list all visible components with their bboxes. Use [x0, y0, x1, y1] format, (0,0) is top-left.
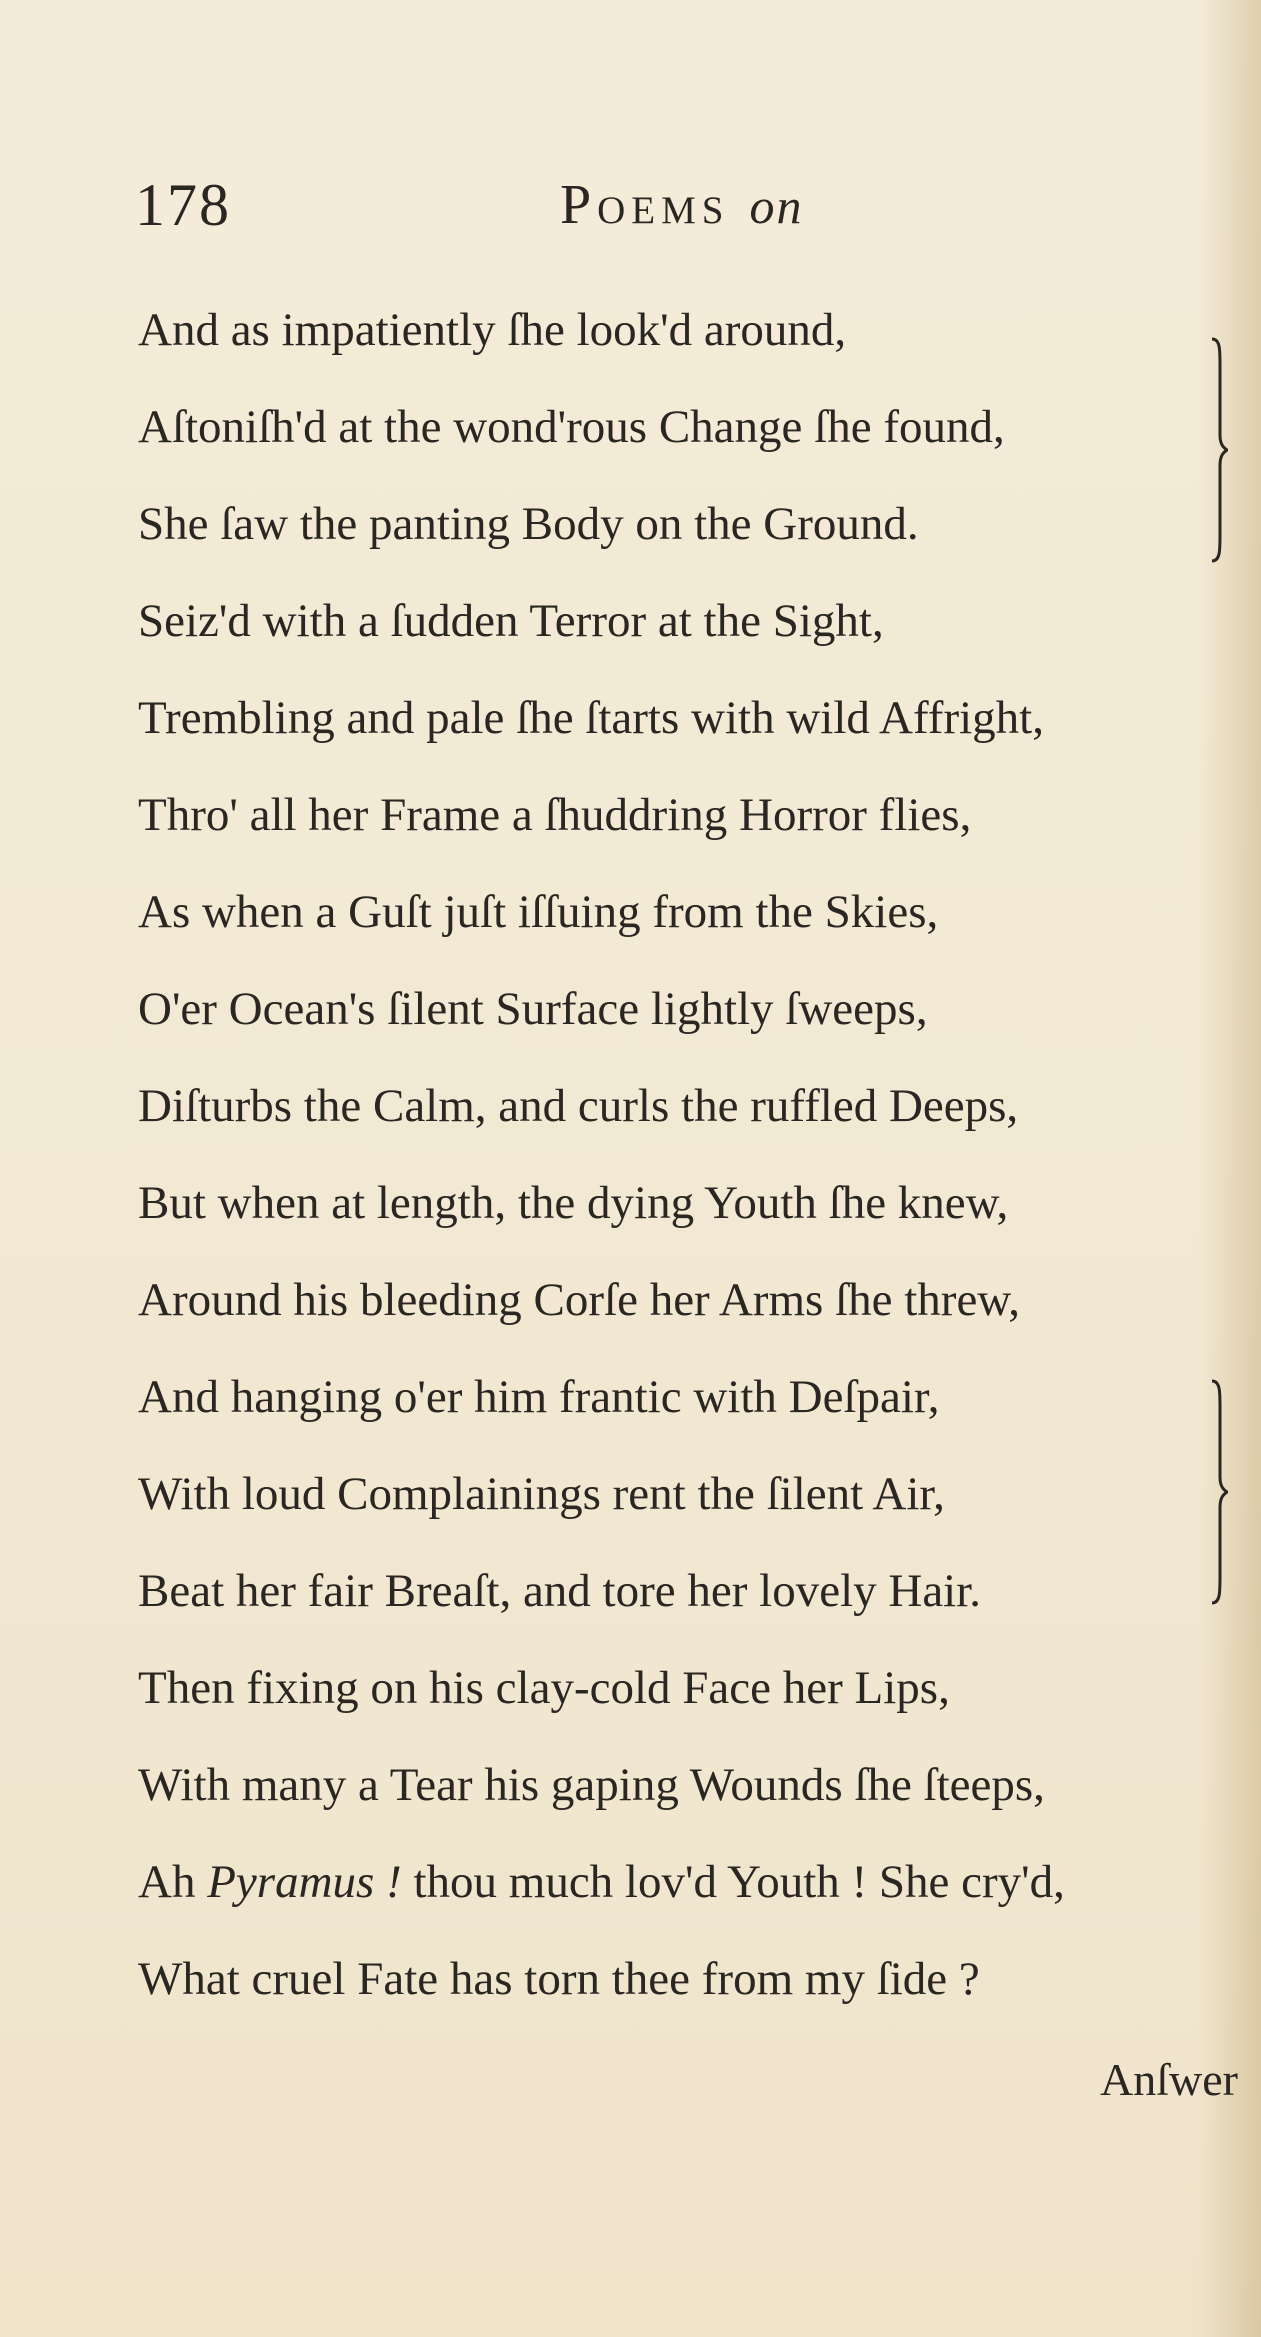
poem-line-3: She ſaw the panting Body on the Ground.: [138, 498, 919, 550]
poem-line-10: But when at length, the dying Youth ſhe knew,: [138, 1177, 1009, 1229]
poem-line-1: And as impatiently ſhe look'd around,: [138, 304, 847, 356]
running-title-italic: on: [749, 178, 804, 234]
poem-line-12: And hanging o'er him frantic with Deſpair,: [138, 1371, 940, 1423]
poem-line-9: Diſturbs the Calm, and curls the ruffled Deeps,: [138, 1080, 1019, 1132]
triplet-brace-bottom: [1210, 1377, 1228, 1607]
poem-line-18: What cruel Fate has torn thee from my ſide ?: [138, 1953, 980, 2005]
poem-line-17-pre: Ah: [138, 1856, 208, 1908]
poem-line-5: Trembling and pale ſhe ſtarts with wild Affright,: [138, 692, 1044, 744]
catchword: Anſwer: [1100, 2054, 1238, 2105]
poem-line-6: Thro' all her Frame a ſhuddring Horror flies,: [138, 789, 972, 841]
poem-line-13: With loud Complainings rent the ſilent Air,: [138, 1468, 945, 1520]
poem-line-11: Around his bleeding Corſe her Arms ſhe threw,: [138, 1274, 1020, 1326]
poem-line-2: Aſtoniſh'd at the wond'rous Change ſhe found,: [138, 401, 1005, 453]
poem-line-17-post: thou much lov'd Youth ! She cry'd,: [401, 1856, 1065, 1908]
poem-line-16: With many a Tear his gaping Wounds ſhe ſteeps,: [138, 1759, 1045, 1811]
poem-line-14: Beat her fair Breaſt, and tore her lovely Hair.: [138, 1565, 982, 1617]
page-header: [0, 165, 1261, 245]
page-number: 178: [135, 172, 231, 238]
poem-line-7: As when a Guſt juſt iſſuing from the Skies,: [138, 886, 939, 938]
poem-line-17-italic: Pyramus !: [207, 1856, 402, 1908]
running-title: [560, 165, 804, 246]
poem-line-15: Then fixing on his clay-cold Face her Lips,: [138, 1662, 950, 1714]
triplet-brace-top: [1210, 335, 1228, 565]
poem-line-4: Seiz'd with a ſudden Terror at the Sight,: [138, 595, 884, 647]
running-title-main: Poems: [560, 174, 730, 236]
poem-line-8: O'er Ocean's ſilent Surface lightly ſweeps,: [138, 983, 928, 1035]
poem-line-17: [138, 1852, 1065, 1912]
